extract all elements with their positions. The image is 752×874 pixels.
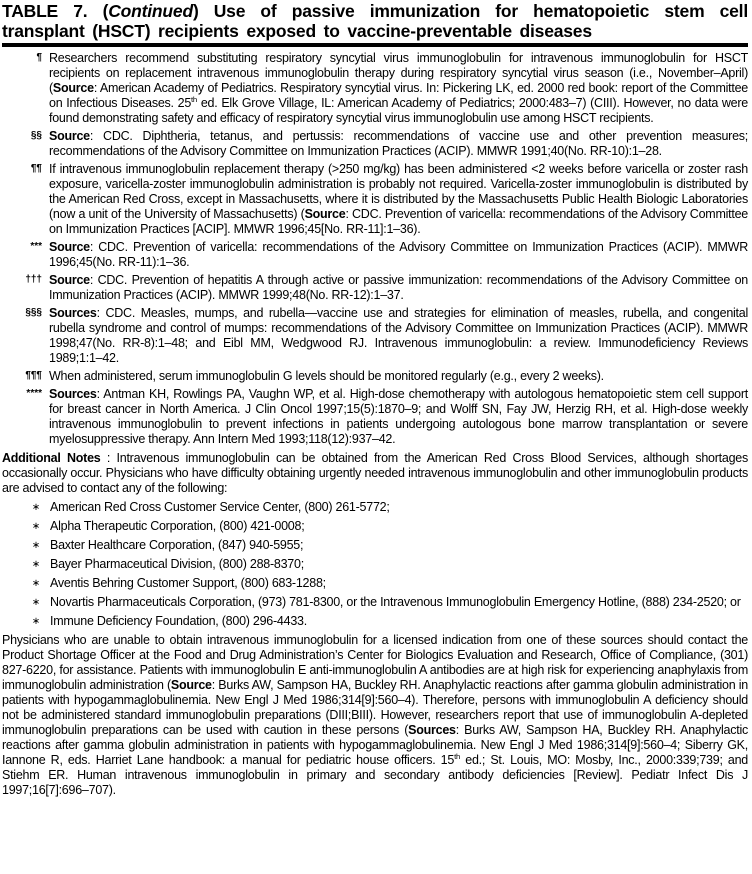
closing-paragraph: Physicians who are unable to obtain intravenous immunoglobulin for a licensed indication from one of these sources should contact the Product Shortage Officer at the Food and Drug Administration’s Center for Biologics Evaluation and Research, Office of Compliance, (301) 827-6220, for assistance. Patients with immunoglobulin E anti-immunoglobulin A antibodies are at high risk for experiencing anaphylaxis from immunoglobulin administration (Source: Burks AW, Sampson HA, Buckley RH. Anaphylactic reactions after gamma globulin administration in patients with hypogammaglobulinemia. New Engl J Med 1986;314[9]:560–4). Therefore, persons with immunoglobulin A deficiency should not be administered standard immunoglobulin preparations (DIII;BIII). However, researchers report that use of immunoglobulin A-depleted immunoglobulin preparations can be used with caution in these persons (Sources: Burks AW, Sampson HA, Buckley RH. Anaphylactic reactions after gamma globulin administration in patients with hypogammaglobulinemia. New Engl J Med 1986;314[9]:560–4; Siberry GK, Iannone R, eds. Harriet Lane handbook: a manual for pediatric house officers. 15th ed.; St. Louis, MO: Mosby, Inc., 2000:339;739; and Stiehm ER. Human intravenous immunoglobulin in primary and secondary antibody deficiencies [Review]. Pediatr Infect Dis J 1997;16[7]:696–707). bbox=[2, 633, 748, 797]
footnote-marker: **** bbox=[26, 388, 42, 399]
title-divider bbox=[2, 43, 748, 47]
contact-list bbox=[2, 500, 748, 629]
footnote-text: When administered, serum immunoglobulin G levels should be monitored regularly (e.g., every 2 weeks). bbox=[49, 369, 604, 383]
footnote-row bbox=[2, 273, 748, 303]
footnote-marker: ¶¶ bbox=[30, 163, 42, 174]
footnote-marker: ¶ bbox=[36, 52, 42, 63]
contact-text: Aventis Behring Customer Support, (800) 683-1288; bbox=[50, 576, 326, 590]
contact-text: Novartis Pharmaceuticals Corporation, (973) 781-8300, or the Intravenous Immunoglobulin Emergency Hotline, (888) 234-2520; or bbox=[50, 595, 741, 609]
bullet-icon: ∗ bbox=[31, 540, 40, 551]
footnote-marker: §§ bbox=[30, 130, 42, 141]
contact-text: Immune Deficiency Foundation, (800) 296-4433. bbox=[50, 614, 307, 628]
footnote-row bbox=[2, 306, 748, 366]
footnote-row bbox=[2, 51, 748, 126]
contact-text: Bayer Pharmaceutical Division, (800) 288-8370; bbox=[50, 557, 304, 571]
contact-text: American Red Cross Customer Service Center, (800) 261-5772; bbox=[50, 500, 390, 514]
list-item bbox=[2, 538, 748, 553]
footnote-marker: ¶¶¶ bbox=[25, 370, 42, 381]
footnote-row bbox=[2, 387, 748, 447]
footnote-text: Source: CDC. Prevention of hepatitis A through active or passive immunization: recommendations of the Advisory Committee on Immunization Practices (ACIP). MMWR 1999;48(No. RR-12):1–37. bbox=[49, 273, 748, 302]
bullet-icon: ∗ bbox=[31, 521, 40, 532]
additional-notes-paragraph: Additional Notes : Intravenous immunoglobulin can be obtained from the American Red Cross Blood Services, although shortages occasionally occur. Physicians who have difficulty obtaining urgently needed intravenous immunoglobulin and other immunoglobulin products are advised to contact any of the following: bbox=[2, 451, 748, 495]
footnote-row bbox=[2, 162, 748, 237]
footnote-marker: *** bbox=[30, 241, 42, 252]
footnote-text: Source: CDC. Prevention of varicella: recommendations of the Advisory Committee on Immunization Practices (ACIP). MMWR 1996;45(No. RR-11):1–36. bbox=[49, 240, 748, 269]
list-item bbox=[2, 576, 748, 591]
bullet-icon: ∗ bbox=[31, 502, 40, 513]
bullet-icon: ∗ bbox=[31, 616, 40, 627]
footnote-marker: ††† bbox=[25, 274, 42, 285]
footnotes-section bbox=[2, 51, 748, 447]
list-item bbox=[2, 519, 748, 534]
footnote-row bbox=[2, 129, 748, 159]
footnote-text: Sources: Antman KH, Rowlings PA, Vaughn WP, et al. High-dose chemotherapy with autologous hematopoietic stem cell support for breast cancer in North America. J Clin Oncol 1997;15(5):1870–9; and Wolff SN, Fay JW, Herzig RH, et al. High-dose weekly intravenous immunoglobulin to prevent infections in patients undergoing autologous bone marrow transplantation or severe myelosuppressive therapy. Ann Intern Med 1993;118(12):937–42. bbox=[49, 387, 748, 446]
bullet-icon: ∗ bbox=[31, 578, 40, 589]
table-title: TABLE 7. (Continued) Use of passive immunization for hematopoietic stem cell transplant (HSCT) recipients exposed to vaccine-preventable diseases bbox=[2, 1, 748, 41]
footnote-text: Researchers recommend substituting respiratory syncytial virus immunoglobulin for intravenous immunoglobulin for HSCT recipients on replacement intravenous immunoglobulin therapy during respiratory syncytial virus season (i.e., November–April) (Source: American Academy of Pediatrics. Respiratory syncytial virus. In: Pickering LK, ed. 2000 red book: report of the Committee on Infectious Diseases. 25th ed. Elk Grove Village, IL: American Academy of Pediatrics; 2000:483–7) (CIII). However, no data were found demonstrating safety and efficacy of respiratory syncytial virus immunoglobulin use among HSCT recipients. bbox=[49, 51, 748, 125]
footnote-text: Source: CDC. Diphtheria, tetanus, and pertussis: recommendations of vaccine use and other prevention measures; recommendations of the Advisory Committee on Immunization Practices (ACIP). MMWR 1991;40(No. RR-10):1–28. bbox=[49, 129, 748, 158]
bullet-icon: ∗ bbox=[31, 597, 40, 608]
footnote-row bbox=[2, 369, 748, 384]
list-item bbox=[2, 614, 748, 629]
footnote-text: Sources: CDC. Measles, mumps, and rubella—vaccine use and strategies for elimination of measles, rubella, and congenital rubella syndrome and control of mumps: recommendations of the Advisory Committee on Immunization Practices (ACIP). MMWR 1998;47(No. RR-8):1–48; and Eibl MM, Wedgwood RJ. Intravenous immunoglobulin: a review. Immunodeficiency Reviews 1989;1:1–42. bbox=[49, 306, 748, 365]
list-item bbox=[2, 500, 748, 515]
footnote-text: If intravenous immunoglobulin replacement therapy (>250 mg/kg) has been administered <2 weeks before varicella or zoster rash exposure, varicella-zoster immunoglobulin administration is probably not required. Varicella-zoster immunoglobulin is distributed by the American Red Cross, except in Massachusetts, where it is distributed by the Massachusetts Public Health Biologic Laboratories (now a unit of the University of Massachusetts) (Source: CDC. Prevention of varicella: recommendations of the Advisory Committee on Immunization Practices [ACIP]. MMWR 1996;45[No. RR-11]:1–36). bbox=[49, 162, 748, 236]
list-item bbox=[2, 595, 748, 610]
footnote-row bbox=[2, 240, 748, 270]
footnote-marker: §§§ bbox=[25, 307, 42, 318]
contact-text: Baxter Healthcare Corporation, (847) 940-5955; bbox=[50, 538, 304, 552]
bullet-icon: ∗ bbox=[31, 559, 40, 570]
list-item bbox=[2, 557, 748, 572]
contact-text: Alpha Therapeutic Corporation, (800) 421-0008; bbox=[50, 519, 305, 533]
